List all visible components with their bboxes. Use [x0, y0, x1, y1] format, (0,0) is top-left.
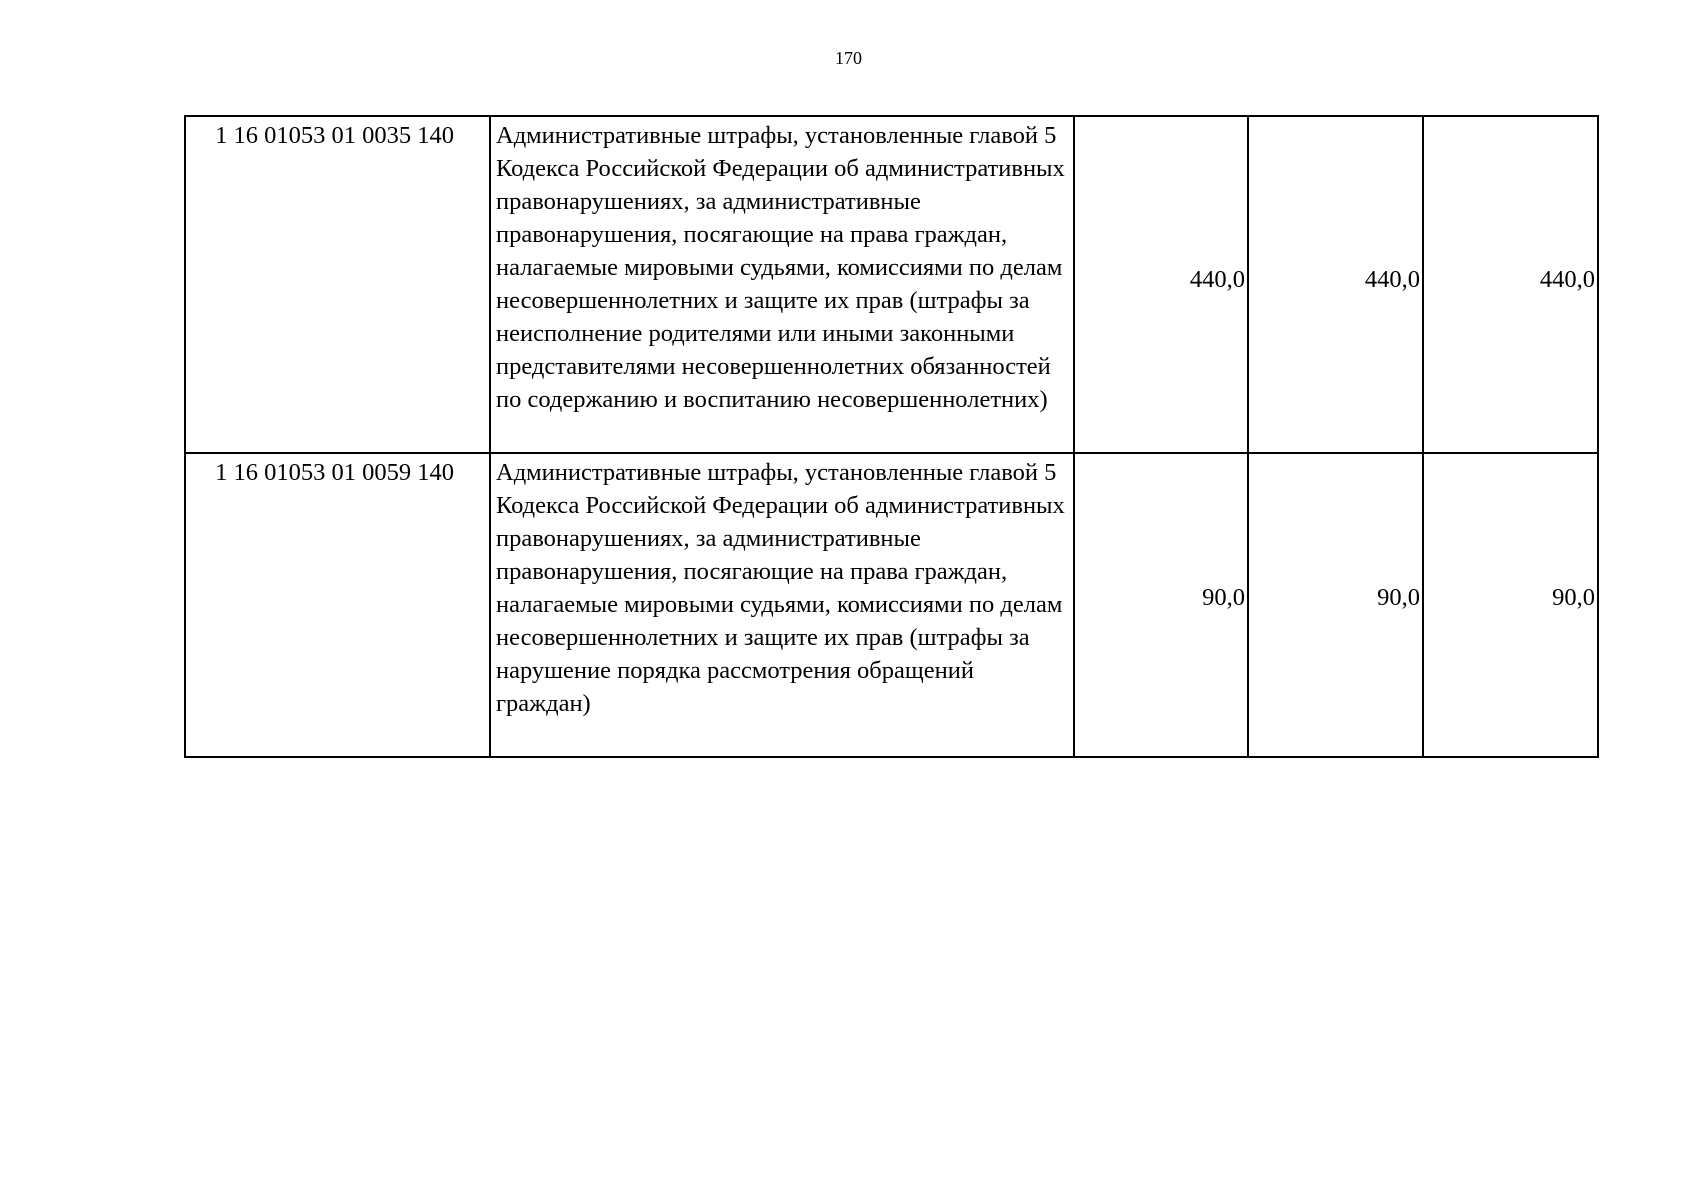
description-cell: Административные штрафы, установленные главой 5 Кодекса Российской Федерации об административных правонарушениях, за административные правонарушения, посягающие на права граждан, налагаемые мировыми судьями, комиссиями по делам несовершеннолетних и защите их прав (штрафы за неисполнение родителями или иными законными представителями несовершеннолетних обязанностей по содержанию и воспитанию несовершеннолетних)	[490, 116, 1074, 453]
page-number: 170	[835, 48, 862, 68]
amount-cell-year-3	[1423, 453, 1598, 757]
amount-value: 90,0	[1552, 583, 1595, 611]
budget-code-cell: 1 16 01053 01 0035 140	[185, 116, 490, 453]
table-row	[185, 116, 1598, 453]
amount-value: 440,0	[1364, 266, 1420, 293]
amount-value: 90,0	[1202, 583, 1245, 611]
amount-cell-year-3	[1423, 116, 1598, 453]
amount-cell-year-2	[1248, 116, 1423, 453]
table-row	[185, 453, 1598, 757]
amount-value: 440,0	[1189, 266, 1245, 293]
description-cell: Административные штрафы, установленные главой 5 Кодекса Российской Федерации об административных правонарушениях, за административные правонарушения, посягающие на права граждан, налагаемые мировыми судьями, комиссиями по делам несовершеннолетних и защите их прав (штрафы за нарушение порядка рассмотрения обращений граждан)	[490, 453, 1074, 757]
amount-value: 440,0	[1539, 266, 1595, 293]
amount-cell-year-1	[1074, 453, 1248, 757]
budget-revenue-table	[184, 115, 1599, 758]
amount-cell-year-1	[1074, 116, 1248, 453]
amount-cell-year-2	[1248, 453, 1423, 757]
budget-code-cell: 1 16 01053 01 0059 140	[185, 453, 490, 757]
amount-value: 90,0	[1377, 583, 1420, 611]
